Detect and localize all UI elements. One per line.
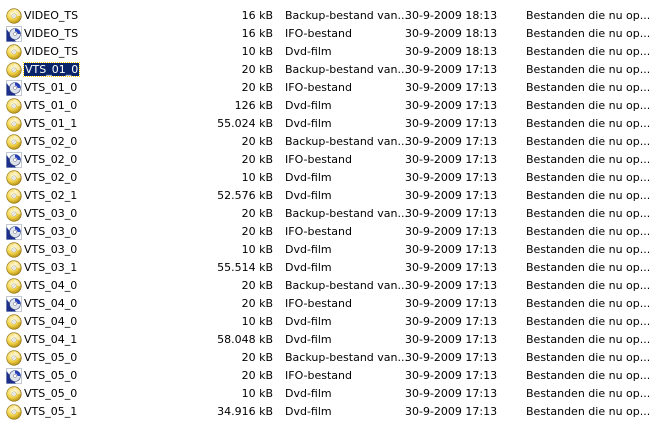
file-size xyxy=(180,151,273,169)
file-name-text: VTS_02_0 xyxy=(24,171,78,184)
file-type xyxy=(285,7,408,25)
file-date-modified-text: 30-9-2009 17:13 xyxy=(405,333,498,346)
file-name-text: VTS_01_0 xyxy=(24,99,78,112)
file-size xyxy=(180,259,273,277)
file-type xyxy=(285,385,393,403)
file-type-text: Backup-bestand van... xyxy=(285,279,408,292)
file-type-text: Dvd-film xyxy=(285,315,332,328)
file-date-modified-text: 30-9-2009 17:13 xyxy=(405,351,498,364)
file-attributes-text: Bestanden die nu op... xyxy=(526,99,651,112)
file-name-text: VTS_03_0 xyxy=(24,243,78,256)
file-size-text: 10 kB xyxy=(241,387,273,400)
dvd-disc-icon xyxy=(6,386,22,402)
file-name xyxy=(24,385,184,403)
file-attributes xyxy=(526,97,650,115)
file-size-text: 20 kB xyxy=(241,81,273,94)
file-size-text: 20 kB xyxy=(241,297,273,310)
file-size xyxy=(180,385,273,403)
file-type xyxy=(285,259,393,277)
file-attributes xyxy=(526,79,650,97)
dvd-disc-icon xyxy=(6,134,22,150)
file-date-modified xyxy=(405,43,515,61)
ifo-disc-icon xyxy=(6,152,22,168)
file-attributes xyxy=(526,331,650,349)
file-date-modified-text: 30-9-2009 17:13 xyxy=(405,225,498,238)
file-date-modified xyxy=(405,331,515,349)
file-size xyxy=(180,115,273,133)
file-attributes xyxy=(526,169,650,187)
file-attributes xyxy=(526,223,650,241)
file-attributes-text: Bestanden die nu op... xyxy=(526,387,651,400)
file-type-text: IFO-bestand xyxy=(285,297,352,310)
file-name xyxy=(24,97,184,115)
file-name-text: VTS_05_0 xyxy=(24,369,78,382)
file-type-text: Backup-bestand van... xyxy=(285,207,408,220)
file-attributes-text: Bestanden die nu op... xyxy=(526,9,651,22)
file-size-text: 20 kB xyxy=(241,351,273,364)
file-date-modified-text: 30-9-2009 17:13 xyxy=(405,135,498,148)
file-date-modified xyxy=(405,295,515,313)
file-date-modified xyxy=(405,115,515,133)
file-date-modified-text: 30-9-2009 18:13 xyxy=(405,9,498,22)
file-date-modified xyxy=(405,349,515,367)
file-type xyxy=(285,151,393,169)
dvd-disc-icon xyxy=(6,188,22,204)
file-row[interactable] xyxy=(0,259,653,277)
file-type-text: IFO-bestand xyxy=(285,81,352,94)
dvd-disc-icon xyxy=(6,242,22,258)
file-size-text: 20 kB xyxy=(241,153,273,166)
file-name-text: VIDEO_TS xyxy=(24,45,79,58)
file-row[interactable] xyxy=(0,25,653,43)
file-name xyxy=(24,205,184,223)
file-attributes xyxy=(526,295,650,313)
file-size xyxy=(180,241,273,259)
file-row[interactable] xyxy=(0,187,653,205)
file-attributes-text: Bestanden die nu op... xyxy=(526,351,651,364)
file-attributes-text: Bestanden die nu op... xyxy=(526,171,651,184)
file-row[interactable] xyxy=(0,277,653,295)
file-attributes-text: Bestanden die nu op... xyxy=(526,81,651,94)
file-row[interactable] xyxy=(0,331,653,349)
file-size-text: 55.024 kB xyxy=(217,117,273,130)
file-name xyxy=(24,403,184,421)
file-date-modified xyxy=(405,25,515,43)
file-name xyxy=(24,277,184,295)
file-date-modified xyxy=(405,169,515,187)
file-row[interactable] xyxy=(0,79,653,97)
file-size xyxy=(180,25,273,43)
file-list xyxy=(0,7,653,421)
file-row[interactable] xyxy=(0,151,653,169)
file-attributes xyxy=(526,385,650,403)
file-type xyxy=(285,133,408,151)
file-date-modified-text: 30-9-2009 17:13 xyxy=(405,315,498,328)
file-attributes-text: Bestanden die nu op... xyxy=(526,225,651,238)
file-date-modified xyxy=(405,151,515,169)
file-date-modified-text: 30-9-2009 17:13 xyxy=(405,261,498,274)
file-type xyxy=(285,277,408,295)
file-attributes-text: Bestanden die nu op... xyxy=(526,153,651,166)
file-attributes-text: Bestanden die nu op... xyxy=(526,207,651,220)
dvd-disc-icon xyxy=(6,206,22,222)
file-date-modified-text: 30-9-2009 17:13 xyxy=(405,63,498,76)
dvd-disc-icon xyxy=(6,314,22,330)
dvd-disc-icon xyxy=(6,116,22,132)
file-size-text: 34.916 kB xyxy=(217,405,273,418)
file-row[interactable] xyxy=(0,241,653,259)
file-attributes-text: Bestanden die nu op... xyxy=(526,369,651,382)
file-date-modified-text: 30-9-2009 17:13 xyxy=(405,297,498,310)
file-attributes-text: Bestanden die nu op... xyxy=(526,135,651,148)
file-name xyxy=(24,367,184,385)
file-date-modified xyxy=(405,259,515,277)
file-type xyxy=(285,79,393,97)
file-attributes-text: Bestanden die nu op... xyxy=(526,45,651,58)
file-name-text: VTS_01_0 xyxy=(25,63,79,76)
file-type-text: Dvd-film xyxy=(285,333,332,346)
file-type-text: Dvd-film xyxy=(285,99,332,112)
file-row[interactable] xyxy=(0,223,653,241)
file-name-text: VTS_02_1 xyxy=(24,189,78,202)
file-attributes xyxy=(526,313,650,331)
file-name xyxy=(24,115,184,133)
file-type xyxy=(285,187,393,205)
file-size xyxy=(180,367,273,385)
file-type xyxy=(285,331,393,349)
file-name xyxy=(24,151,184,169)
file-date-modified xyxy=(405,205,515,223)
file-size xyxy=(180,205,273,223)
ifo-disc-icon xyxy=(6,368,22,384)
file-name-text: VTS_04_0 xyxy=(24,297,78,310)
file-attributes xyxy=(526,241,650,259)
file-type-text: Backup-bestand van... xyxy=(285,63,408,76)
file-date-modified xyxy=(405,367,515,385)
file-type xyxy=(285,205,408,223)
file-name xyxy=(24,25,184,43)
file-attributes xyxy=(526,133,650,151)
file-attributes-text: Bestanden die nu op... xyxy=(526,315,651,328)
file-size-text: 10 kB xyxy=(241,315,273,328)
file-size xyxy=(180,223,273,241)
file-date-modified xyxy=(405,277,515,295)
file-attributes-text: Bestanden die nu op... xyxy=(526,297,651,310)
file-type-text: IFO-bestand xyxy=(285,27,352,40)
file-size xyxy=(180,43,273,61)
file-size xyxy=(180,61,273,79)
file-row[interactable] xyxy=(0,43,653,61)
file-size-text: 20 kB xyxy=(241,63,273,76)
file-type-text: IFO-bestand xyxy=(285,225,352,238)
file-name xyxy=(24,61,184,79)
file-date-modified-text: 30-9-2009 17:13 xyxy=(405,81,498,94)
file-size-text: 52.576 kB xyxy=(217,189,273,202)
file-date-modified-text: 30-9-2009 17:13 xyxy=(405,99,498,112)
file-size-text: 126 kB xyxy=(234,99,273,112)
file-type-text: Dvd-film xyxy=(285,117,332,130)
file-name-text: VTS_01_1 xyxy=(24,117,78,130)
ifo-disc-icon xyxy=(6,80,22,96)
file-row[interactable] xyxy=(0,115,653,133)
file-date-modified xyxy=(405,187,515,205)
file-type-text: Dvd-film xyxy=(285,387,332,400)
file-name xyxy=(24,259,184,277)
file-name-text: VTS_01_0 xyxy=(24,81,78,94)
file-size-text: 16 kB xyxy=(241,27,273,40)
file-row[interactable] xyxy=(0,367,653,385)
file-type-text: Dvd-film xyxy=(285,243,332,256)
file-row[interactable] xyxy=(0,385,653,403)
file-row[interactable] xyxy=(0,133,653,151)
file-name xyxy=(24,7,184,25)
file-date-modified-text: 30-9-2009 17:13 xyxy=(405,171,498,184)
file-size xyxy=(180,313,273,331)
file-attributes xyxy=(526,25,650,43)
file-attributes xyxy=(526,151,650,169)
file-name xyxy=(24,133,184,151)
file-type-text: IFO-bestand xyxy=(285,369,352,382)
file-name xyxy=(24,187,184,205)
file-size xyxy=(180,349,273,367)
file-attributes xyxy=(526,7,650,25)
file-name xyxy=(24,43,184,61)
file-type-text: Dvd-film xyxy=(285,405,332,418)
file-date-modified xyxy=(405,313,515,331)
file-date-modified-text: 30-9-2009 17:13 xyxy=(405,369,498,382)
file-date-modified-text: 30-9-2009 17:13 xyxy=(405,279,498,292)
file-row[interactable] xyxy=(0,349,653,367)
file-name xyxy=(24,349,184,367)
file-size xyxy=(180,97,273,115)
dvd-disc-icon xyxy=(6,350,22,366)
dvd-disc-icon xyxy=(6,170,22,186)
file-name xyxy=(24,79,184,97)
file-size-text: 20 kB xyxy=(241,225,273,238)
file-row[interactable] xyxy=(0,403,653,421)
file-name-text: VIDEO_TS xyxy=(24,9,79,22)
dvd-disc-icon xyxy=(6,332,22,348)
file-type xyxy=(285,241,393,259)
file-type-text: IFO-bestand xyxy=(285,153,352,166)
file-name xyxy=(24,241,184,259)
file-name-text: VTS_05_0 xyxy=(24,351,78,364)
file-size xyxy=(180,169,273,187)
file-type-text: Dvd-film xyxy=(285,45,332,58)
file-attributes xyxy=(526,259,650,277)
ifo-disc-icon xyxy=(6,224,22,240)
file-name-text: VTS_03_0 xyxy=(24,207,78,220)
dvd-disc-icon xyxy=(6,278,22,294)
file-name xyxy=(24,169,184,187)
file-name-text: VTS_03_0 xyxy=(24,225,78,238)
file-attributes xyxy=(526,349,650,367)
file-date-modified-text: 30-9-2009 17:13 xyxy=(405,189,498,202)
file-date-modified-text: 30-9-2009 17:13 xyxy=(405,405,498,418)
ifo-disc-icon xyxy=(6,296,22,312)
file-row[interactable] xyxy=(0,7,653,25)
file-attributes xyxy=(526,367,650,385)
file-name-text: VTS_03_1 xyxy=(24,261,78,274)
dvd-disc-icon xyxy=(6,260,22,276)
file-date-modified xyxy=(405,97,515,115)
file-date-modified xyxy=(405,385,515,403)
file-size xyxy=(180,403,273,421)
file-date-modified-text: 30-9-2009 17:13 xyxy=(405,153,498,166)
file-type xyxy=(285,115,393,133)
file-date-modified xyxy=(405,133,515,151)
file-date-modified xyxy=(405,79,515,97)
file-attributes xyxy=(526,43,650,61)
file-row[interactable] xyxy=(0,205,653,223)
file-name-text: VTS_04_0 xyxy=(24,315,78,328)
file-attributes-text: Bestanden die nu op... xyxy=(526,243,651,256)
file-date-modified xyxy=(405,403,515,421)
ifo-disc-icon xyxy=(6,26,22,42)
file-size xyxy=(180,187,273,205)
file-type xyxy=(285,97,393,115)
file-type xyxy=(285,223,393,241)
file-name-text: VTS_02_0 xyxy=(24,153,78,166)
file-name-text: VTS_04_0 xyxy=(24,279,78,292)
file-type-text: Dvd-film xyxy=(285,261,332,274)
dvd-disc-icon xyxy=(6,62,22,78)
file-date-modified xyxy=(405,61,515,79)
file-size xyxy=(180,295,273,313)
file-attributes xyxy=(526,205,650,223)
file-size-text: 20 kB xyxy=(241,279,273,292)
file-row[interactable] xyxy=(0,61,653,79)
file-date-modified-text: 30-9-2009 17:13 xyxy=(405,207,498,220)
file-type xyxy=(285,349,408,367)
file-size-text: 16 kB xyxy=(241,9,273,22)
file-attributes-text: Bestanden die nu op... xyxy=(526,117,651,130)
file-size-text: 20 kB xyxy=(241,207,273,220)
file-type-text: Backup-bestand van... xyxy=(285,135,408,148)
file-attributes xyxy=(526,61,650,79)
file-attributes xyxy=(526,403,650,421)
file-type xyxy=(285,313,393,331)
file-date-modified-text: 30-9-2009 17:13 xyxy=(405,117,498,130)
dvd-disc-icon xyxy=(6,8,22,24)
file-name-text: VTS_05_1 xyxy=(24,405,78,418)
file-attributes xyxy=(526,277,650,295)
file-size-text: 20 kB xyxy=(241,369,273,382)
file-size-text: 10 kB xyxy=(241,45,273,58)
file-date-modified xyxy=(405,223,515,241)
file-name-text: VTS_05_0 xyxy=(24,387,78,400)
file-date-modified xyxy=(405,241,515,259)
file-attributes xyxy=(526,187,650,205)
file-type-text: Backup-bestand van... xyxy=(285,9,408,22)
file-type-text: Dvd-film xyxy=(285,189,332,202)
file-size-text: 10 kB xyxy=(241,171,273,184)
file-row[interactable] xyxy=(0,169,653,187)
file-size-text: 58.048 kB xyxy=(217,333,273,346)
file-attributes xyxy=(526,115,650,133)
file-row[interactable] xyxy=(0,295,653,313)
file-date-modified-text: 30-9-2009 17:13 xyxy=(405,387,498,400)
file-type xyxy=(285,403,393,421)
file-attributes-text: Bestanden die nu op... xyxy=(526,27,651,40)
file-attributes-text: Bestanden die nu op... xyxy=(526,63,651,76)
file-type xyxy=(285,295,393,313)
file-attributes-text: Bestanden die nu op... xyxy=(526,333,651,346)
file-name-text: VTS_02_0 xyxy=(24,135,78,148)
dvd-disc-icon xyxy=(6,98,22,114)
file-size xyxy=(180,277,273,295)
file-name xyxy=(24,295,184,313)
file-type xyxy=(285,169,393,187)
file-date-modified-text: 30-9-2009 18:13 xyxy=(405,45,498,58)
file-date-modified-text: 30-9-2009 17:13 xyxy=(405,243,498,256)
file-attributes-text: Bestanden die nu op... xyxy=(526,279,651,292)
file-type-text: Backup-bestand van... xyxy=(285,351,408,364)
file-type xyxy=(285,367,393,385)
file-type xyxy=(285,25,393,43)
dvd-disc-icon xyxy=(6,404,22,420)
file-size xyxy=(180,7,273,25)
dvd-disc-icon xyxy=(6,44,22,60)
file-size-text: 20 kB xyxy=(241,135,273,148)
file-name-text: VIDEO_TS xyxy=(24,27,79,40)
file-type-text: Dvd-film xyxy=(285,171,332,184)
file-attributes-text: Bestanden die nu op... xyxy=(526,405,651,418)
file-name-text: VTS_04_1 xyxy=(24,333,78,346)
file-name xyxy=(24,223,184,241)
file-size xyxy=(180,79,273,97)
file-attributes-text: Bestanden die nu op... xyxy=(526,261,651,274)
file-date-modified-text: 30-9-2009 18:13 xyxy=(405,27,498,40)
file-size xyxy=(180,331,273,349)
file-name xyxy=(24,313,184,331)
file-name xyxy=(24,331,184,349)
file-type xyxy=(285,61,408,79)
file-size-text: 10 kB xyxy=(241,243,273,256)
file-date-modified xyxy=(405,7,515,25)
file-size xyxy=(180,133,273,151)
file-type xyxy=(285,43,393,61)
file-attributes-text: Bestanden die nu op... xyxy=(526,189,651,202)
file-row[interactable] xyxy=(0,97,653,115)
file-row[interactable] xyxy=(0,313,653,331)
file-size-text: 55.514 kB xyxy=(217,261,273,274)
